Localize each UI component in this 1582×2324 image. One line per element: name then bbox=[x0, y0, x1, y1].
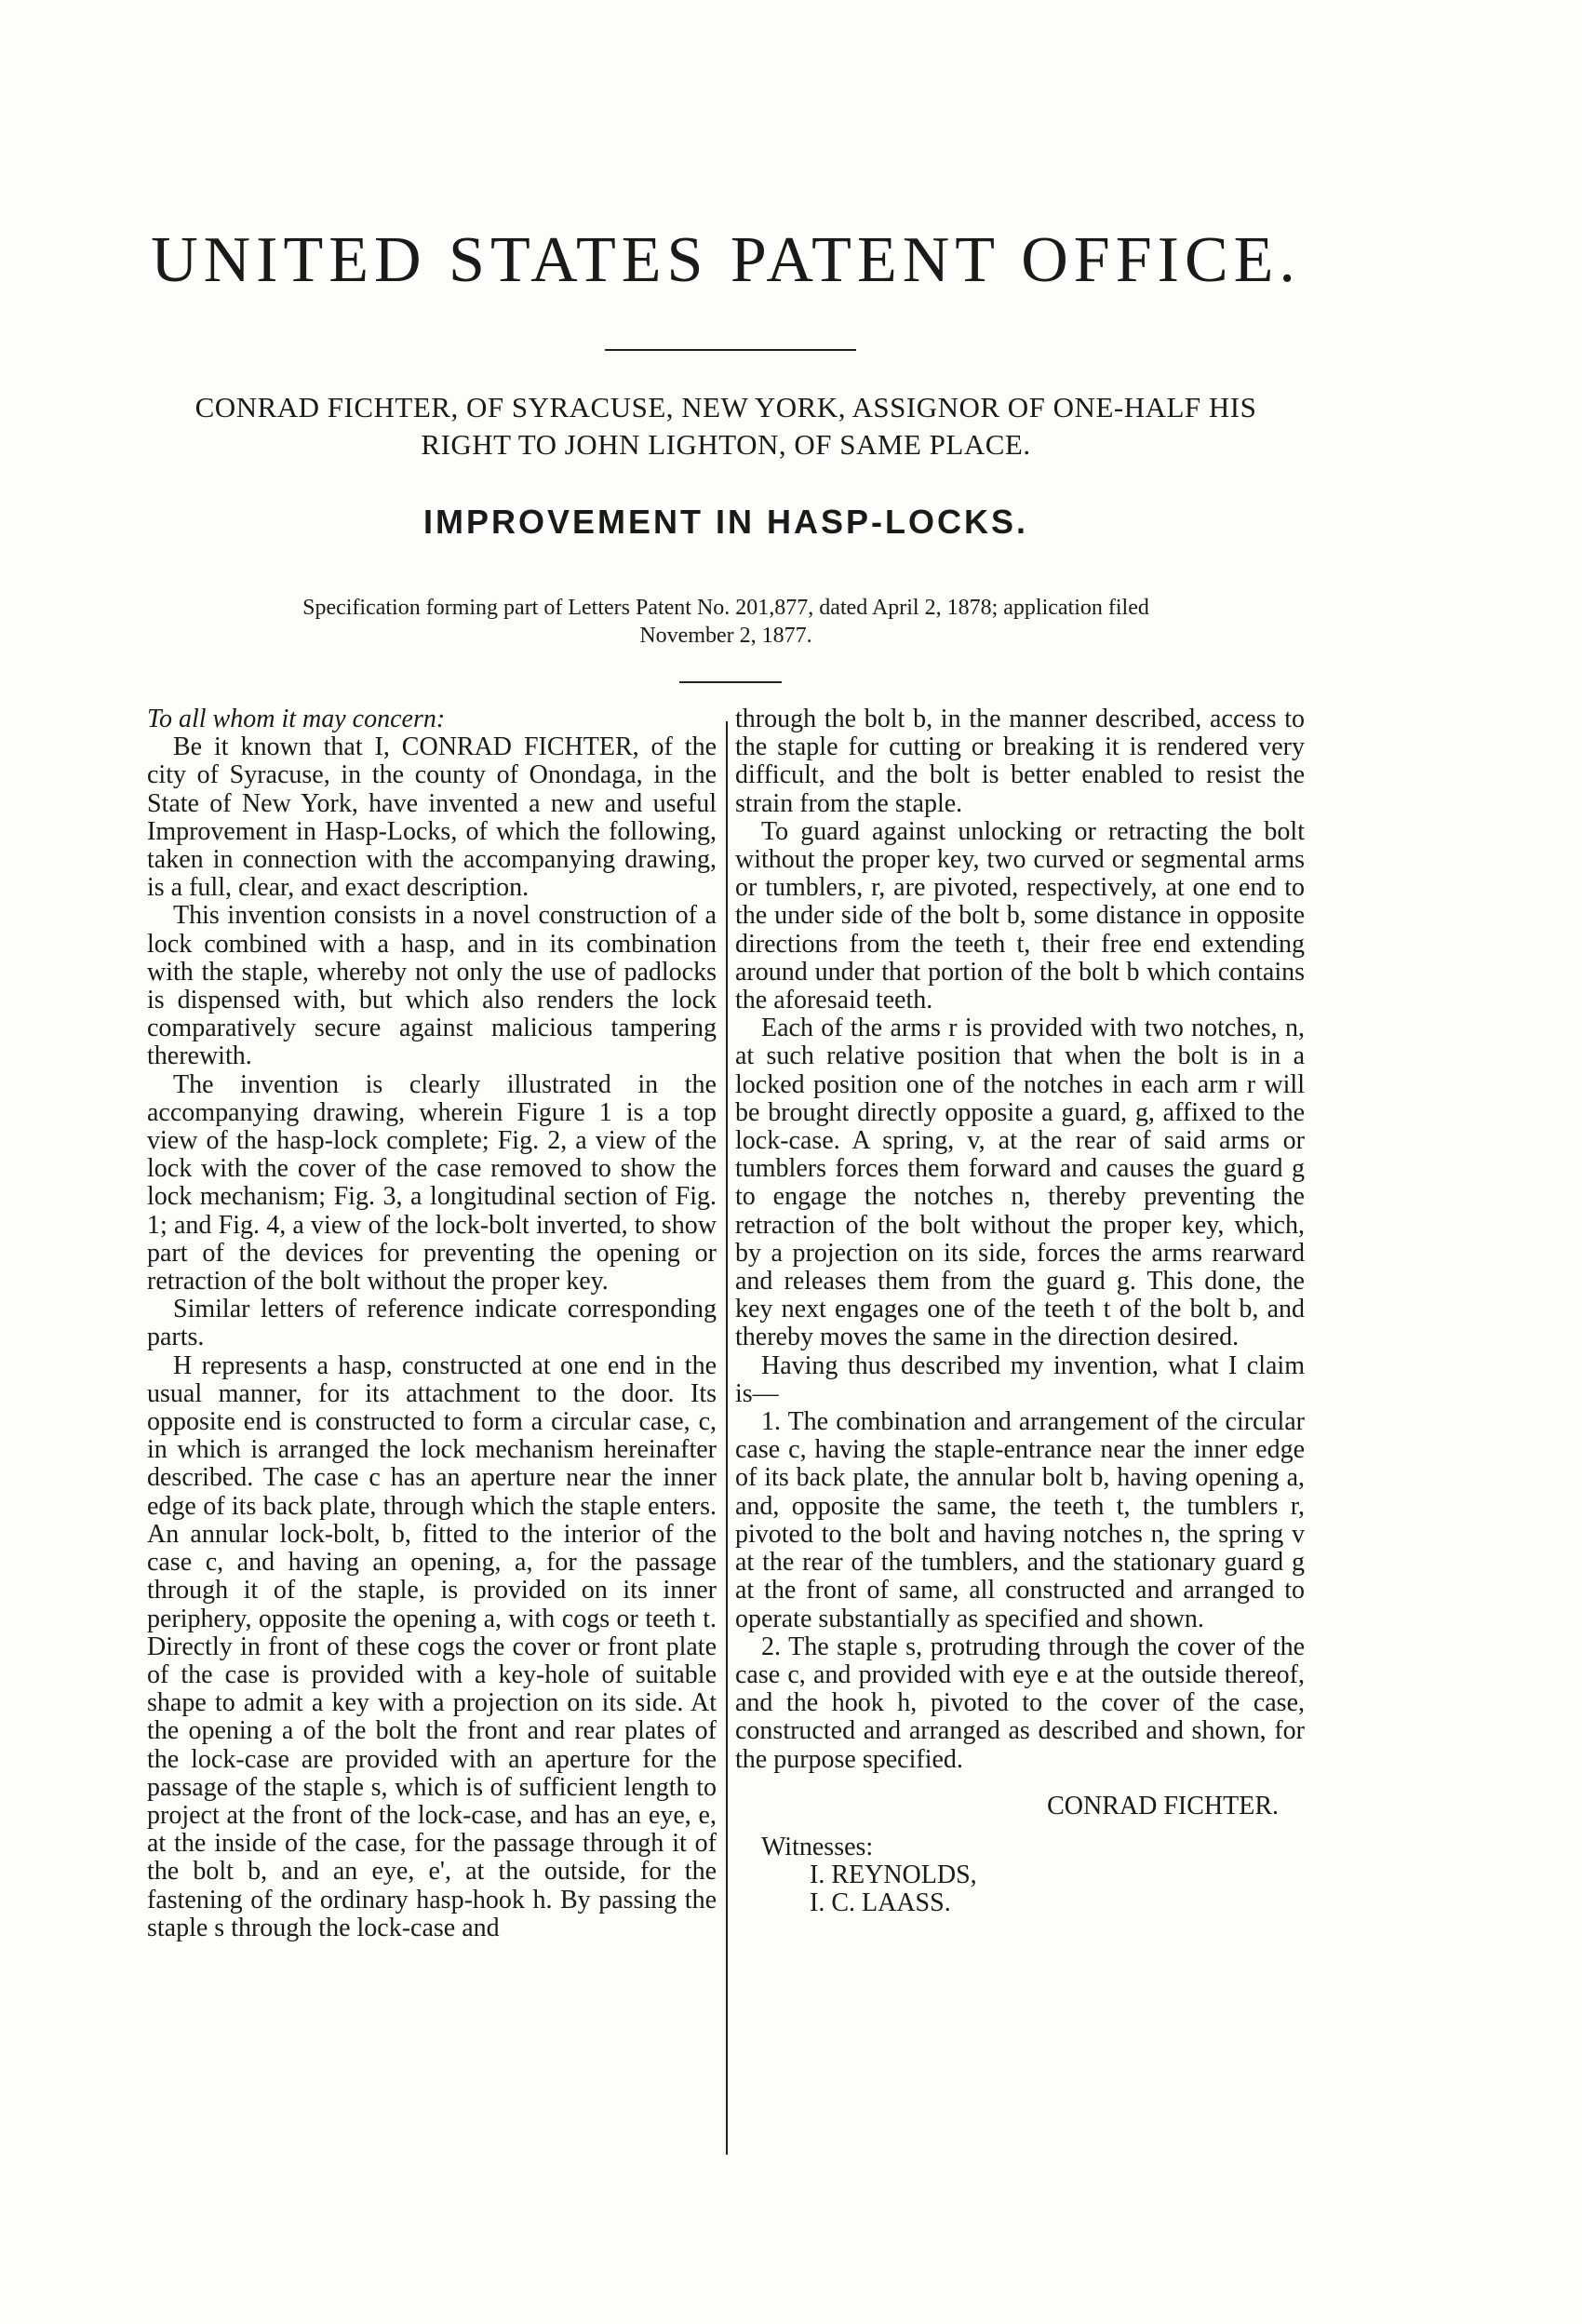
claim-2: 2. The staple s, protruding through the cover of the case c, and provided with eye e at the outside thereof, and the hook h, pivoted to the cover of the case, constructed and arranged as described and shown, for the purpose specified. bbox=[735, 1632, 1305, 1774]
inventor-line-2: RIGHT TO JOHN LIGHTON, OF SAME PLACE. bbox=[421, 428, 1031, 461]
inventor-line-1: CONRAD FICHTER, OF SYRACUSE, NEW YORK, ASSIGNOR OF ONE-HALF HIS bbox=[194, 391, 1257, 423]
paragraph-notches: Each of the arms r is provided with two notches, n, at such relative position that when the bolt is in a locked position one of the notches in each arm r will be brought directly opposite a guard, g, affixed to the lock-case. A spring, v, at the rear of said arms or tumblers forces them forward and causes the guard g to engage the notches n, thereby preventing the retraction of the bolt without the proper key, which, by a projection on its side, forces the arms rearward and releases them from the guard g. This done, the key next engages one of the teeth t of the bolt b, and thereby moves the same in the direction desired. bbox=[735, 1014, 1305, 1352]
witnesses-label: Witnesses: bbox=[761, 1832, 874, 1861]
inventor-signature: CONRAD FICHTER. bbox=[1047, 1791, 1279, 1820]
title-divider bbox=[605, 349, 856, 351]
specification-line bbox=[186, 594, 1266, 650]
inventor-heading bbox=[140, 389, 1312, 463]
paragraph-bolt-continuation: through the bolt b, in the manner described, access to the staple for cutting or breaking it is rendered very difficult, and the bolt is better enabled to resist the strain from the staple. bbox=[735, 705, 1305, 818]
spec-divider bbox=[679, 681, 782, 683]
salutation: To all whom it may concern: bbox=[147, 705, 446, 733]
paragraph-claim-intro: Having thus described my invention, what I claim is— bbox=[735, 1350, 1305, 1408]
paragraph-invention-summary: This invention consists in a novel construction of a lock combined with a hasp, and in its combination with the staple, whereby not only the use of padlocks is dispensed with, but which also renders the lock comparatively secure against malicious tampering therewith. bbox=[147, 901, 717, 1071]
paragraph-tumblers: To guard against unlocking or retracting the bolt without the proper key, two curved or segmental arms or tumblers, r, are pivoted, respectively, at one end to the under side of the bolt b, some distance in opposite directions from the teeth t, their free end extending around under that portion of the bolt b which contains the aforesaid teeth. bbox=[735, 816, 1305, 1015]
spec-line-2: November 2, 1877. bbox=[639, 624, 812, 648]
improvement-title: IMPROVEMENT IN HASP-LOCKS. bbox=[422, 503, 1029, 541]
witness-name: I. REYNOLDS, bbox=[810, 1861, 977, 1890]
paragraph-hasp-description: H represents a hasp, constructed at one end in the usual manner, for its attachment to the door. Its opposite end is constructed to form a circular case, c, in which is arranged the lock mechanism hereinafter described. The case c has an aperture near the inner edge of its back plate, through which the staple enters. An annular lock-bolt, b, fitted to the interior of the case c, and having an opening, a, for the passage through it of the staple, is provided on its inner periphery, opposite the opening a, with cogs or teeth t. Directly in front of these cogs the cover or front plate of the case is provided with a key-hole of suitable shape to admit a key with a projection on its side. At the opening a of the bolt the front and rear plates of the lock-case are provided with an aperture for the passage of the staple s, which is of sufficient length to project at the front of the lock-case, and has an eye, e, at the inside of the case, for the passage through it of the bolt b, and an eye, e', at the outside, for the fastening of the ordinary hasp-hook h. By passing the staple s through the lock-case and bbox=[147, 1350, 717, 1942]
paragraph-reference-letters: Similar letters of reference indicate corresponding parts. bbox=[147, 1295, 717, 1352]
witness-name: I. C. LAASS. bbox=[810, 1888, 951, 1918]
paragraph-introduction: Be it known that I, CONRAD FICHTER, of the city of Syracuse, in the county of Onondaga, in the State of New York, have invented a new and useful Improvement in Hasp-Locks, of which the following, taken in connection with the accompanying drawing, is a full, clear, and exact description. bbox=[147, 732, 717, 903]
claim-1: 1. The combination and arrangement of the circular case c, having the staple-entrance near the inner edge of its back plate, the annular bolt b, having opening a, and, opposite the same, the teeth t, the tumblers r, pivoted to the bolt and having notches n, the spring v at the rear of the tumblers, and the stationary guard g at the front of same, all constructed and arranged to operate substantially as specified and shown. bbox=[735, 1407, 1305, 1633]
left-column bbox=[147, 705, 717, 1942]
column-divider bbox=[726, 721, 728, 2155]
office-title: UNITED STATES PATENT OFFICE. bbox=[151, 224, 1301, 296]
paragraph-figures: The invention is clearly illustrated in the accompanying drawing, wherein Figure 1 is a top view of the hasp-lock complete; Fig. 2, a view of the lock with the cover of the case removed to show the lock mechanism; Fig. 3, a longitudinal section of Fig. 1; and Fig. 4, a view of the lock-bolt inverted, to show part of the devices for preventing the opening or retraction of the bolt without the proper key. bbox=[147, 1069, 717, 1296]
right-column bbox=[735, 705, 1305, 1918]
spec-line-1: Specification forming part of Letters Patent No. 201,877, dated April 2, 1878; application filed bbox=[302, 596, 1149, 620]
